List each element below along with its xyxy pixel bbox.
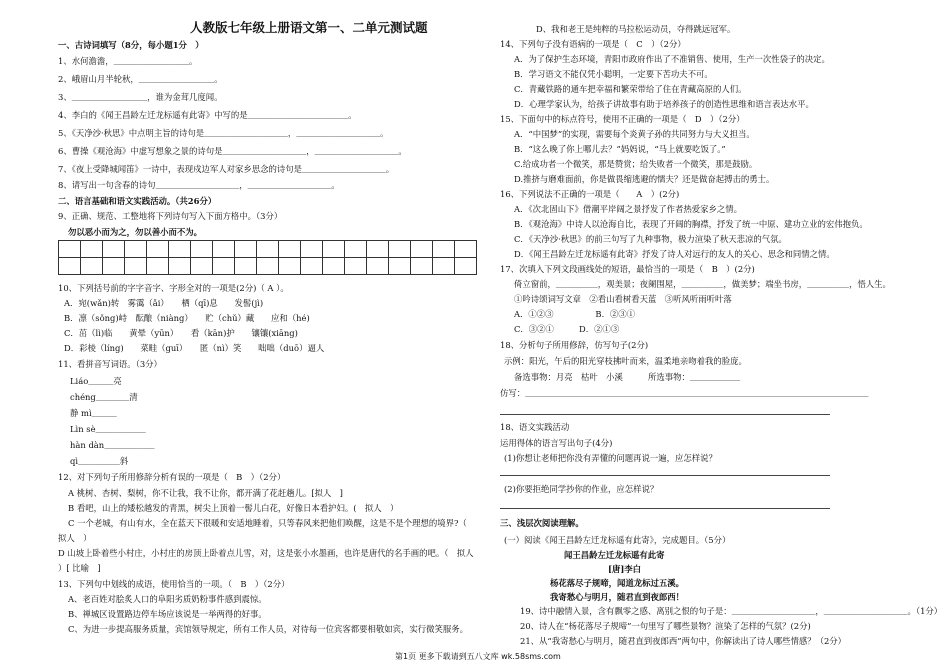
question-line: 7、《夜上受降城闻笛》一诗中，表现戍边军人对家乡思念的诗句是＿＿＿＿＿＿＿＿＿＿。 — [58, 164, 395, 174]
option-line: D．彩棱（líng) 菜畦（guī） 匿（nì）笑 咄咄（duō）逼人 — [64, 343, 325, 353]
question-line: 8、请写出一句含春的诗句＿＿＿＿＿＿＿＿＿＿，＿＿＿＿＿＿＿＿＿＿。 — [58, 180, 340, 190]
pinyin-item: chéng＿＿＿＿清 — [70, 392, 138, 402]
option-line: A．为了保护生态环境，青阳市政府作出了不准销售、使用，生产一次性袋子的决定。 — [514, 54, 830, 64]
section-heading: 三、浅层次阅读理解。 — [500, 518, 584, 528]
pinyin-item: 静 mì＿＿＿ — [70, 408, 117, 418]
pinyin-item: Lìn sè＿＿＿＿＿＿ — [70, 424, 146, 434]
question-line: (2)你要拒绝同学抄你的作业，应怎样说？ — [504, 484, 659, 494]
pinyin-item: hàn dàn＿＿＿＿＿＿ — [70, 440, 155, 450]
poem-title: 闻王昌龄左迁龙标遥有此寄 — [564, 550, 665, 560]
poem-author: [唐]李白 — [608, 564, 642, 574]
poem-line: 杨花落尽子规啼，闻道龙标过五溪。 — [550, 578, 684, 588]
option-line: A、老百姓对脍炙人口的阜阳劣质奶粉事件感到震惊。 — [68, 594, 267, 604]
option-line: B．“这么晚了你上哪儿去？”妈妈说，“马上就要吃饭了。” — [514, 144, 726, 154]
question-line: 18、分析句子所用修辞，仿写句子(2分) — [500, 340, 649, 350]
poem-line: 我寄愁心与明月，随君直到夜郎西！ — [550, 592, 684, 602]
option-line: C．《天净沙·秋思》的前三句写了九种事物，极力渲染了秋天悲凉的气氛。 — [514, 234, 787, 244]
question-line: 4、李白的《闻王昌龄左迁龙标遥有此寄》中写的是＿＿＿＿＿＿＿＿＿＿＿＿。 — [58, 110, 357, 120]
answer-line: 仿写：＿＿＿＿＿＿＿＿＿＿＿＿＿＿＿＿＿＿＿＿＿＿＿＿＿＿＿＿＿＿＿＿＿＿＿＿＿＿＿＿＿ — [500, 388, 869, 398]
question-line: 15、下面句中的标点符号，使用不正确的一项是（ D ）（2分） — [500, 114, 745, 124]
option-line: A．宛(wǎn)转 雾霭（ǎi） 栖（qī)息 发髻(jì) — [64, 298, 264, 308]
option-line: A．“中国梦”的实现，需要每个炎黄子孙的共同努力与大义担当。 — [514, 129, 755, 139]
question-line: 9、正确、规范、工整地将下列诗句写入下面方格中。（3分） — [58, 211, 283, 221]
option-line: ①吟诗颂词写文章 ②看山看树看天蓝 ③听风听雨听叶落 — [514, 294, 732, 304]
question-line: (一）阅读《闻王昌龄左迁龙标遥有此寄》，完成题目。（5分） — [504, 535, 731, 545]
page-footer: 第1页 更多下载请到五八文库 wk.58sms.com — [395, 652, 561, 661]
question-line: 14、下列句子没有语病的一项是（ C ）（2分） — [500, 39, 686, 49]
poem-to-copy: 勿以恶小而为之，勿以善小而不为。 — [68, 227, 202, 237]
option-line: C．青藏铁路的通车把幸福和繁荣带给了住在青藏高原的人们。 — [514, 84, 747, 94]
option-line: A．《次北固山下》借潮平岸阔之景抒发了作者热爱家乡之情。 — [514, 204, 742, 214]
question-line: 11、看拼音写词语。（3分） — [58, 359, 162, 369]
answer-rule — [500, 508, 830, 509]
section-heading: 二、语言基础和语文实践活动。（共26分） — [58, 196, 217, 206]
option-line: 拟人 ） — [58, 533, 92, 543]
question-line: 18、语文实践活动 — [500, 422, 570, 432]
pinyin-item: Liáo＿＿＿亮 — [70, 376, 122, 386]
question-line: 17、次填入下列文段画线处的短语，最恰当的一项是（ B ）(2分) — [500, 264, 755, 274]
question-line: 1、水何澹澹，＿＿＿＿＿＿＿＿＿。 — [58, 56, 198, 66]
option-line: D．《闻王昌龄左迁龙标遥有此寄》抒发了诗人对远行的友人的关心、思念和同情之情。 — [514, 249, 835, 259]
option-line: D．心理学家认为，给孩子讲故事有助于培养孩子的创造性思维和语言表达水平。 — [514, 99, 814, 109]
option-line: C、为进一步提高服务质量，宾馆领导规定，所有工作人员，对待每一位宾客都要相敬如宾，实行微笑服务。 — [68, 624, 469, 634]
question-line: (1)你想让老师把你没有弄懂的问题再说一遍，应怎样说？ — [504, 453, 717, 463]
option-line: C 一个老城，有山有水，全在蓝天下很暖和安适地睡着，只等春风来把他们唤醒，这是不是个理想的境界?（ — [68, 518, 467, 528]
example-line: 示例：阳光，午后的阳光穿枝拂叶而来，温柔地亲吻着我的脸庞。 — [504, 356, 747, 366]
option-line: D 山坡上卧着些小村庄，小村庄的房顶上卧着点儿雪，对，这是张小水墨画，也许是唐代的名手画的吧。（ 拟人 — [58, 548, 474, 558]
section-heading: 一、古诗词填写（8分，每小题1分 ） — [58, 40, 204, 50]
option-line: C．茁（lì)临 黄晕（yūn） 看（kān)护 镶镶(xiāng) — [64, 328, 298, 338]
option-line: A 桃树、杏树、梨树，你不让我，我不让你，都开满了花赶趟儿。[拟人 ] — [68, 488, 343, 498]
question-line: 10、下列括号前的字字音字、字形全对的一项是(2分)（ A ）。 — [58, 283, 289, 293]
question-line: 3、＿＿＿＿＿＿＿＿＿，谁为金茸几度闻。 — [58, 92, 223, 102]
page-title: 人教版七年级上册语文第一、二单元测试题 — [190, 20, 428, 35]
question-line: 2、峨眉山月半轮秋，＿＿＿＿＿＿＿＿＿。 — [58, 74, 223, 84]
question-line: 5、《天净沙·秋思》中点明主旨的诗句是＿＿＿＿＿＿＿＿＿＿，＿＿＿＿＿＿＿＿＿＿。 — [58, 128, 389, 138]
pinyin-item: qì＿＿＿＿＿斜 — [70, 456, 129, 466]
option-line: C.给成功者一个微笑，那是赞赏；给失败者一个微笑，那是鼓励。 — [514, 159, 758, 169]
question-line: 13、下列句中划线的成语，使用恰当的一项。（ B ）（2分） — [58, 579, 290, 589]
option-line: C．③②① D．②①③ — [514, 324, 620, 334]
answer-rule — [500, 414, 830, 415]
option-line: 倚立窗前，＿＿＿＿＿，观美景；夜阑围屋，＿＿＿＿＿，做美梦；端坐书房，＿＿＿＿＿，悟人生。 — [514, 279, 891, 289]
option-line: A．①②③ B．②③① — [514, 309, 636, 319]
option-line: ）[ 比喻 ] — [58, 563, 101, 573]
question-line: 16、下列说法不正确的一项是（ A ）(2分) — [500, 189, 680, 199]
option-line: 备选事物：月亮 枯叶 小溪 所选事物：＿＿＿＿＿＿ — [514, 372, 741, 382]
option-line: B．学习语文不能仅凭小聪明，一定要下苦功夫不可。 — [514, 69, 713, 79]
option-line: B、禅城区设置路边停车场应该说是一举两得的好事。 — [68, 609, 267, 619]
question-line: 20、诗人在“杨花落尽子规啼”一句里写了哪些景物？渲染了怎样的气氛？(2分) — [520, 621, 811, 631]
option-line: D.推挤与磨难面前，你是做畏缩逃避的懦夫？还是做奋起搏击的勇士。 — [514, 174, 775, 184]
question-line: 19、诗中融情入景，含有飘零之感、离别之恨的句子是：＿＿＿＿＿＿＿＿＿＿，＿＿＿＿＿＿＿＿＿＿。（1分） — [520, 606, 943, 616]
option-line: B．《观沧海》中诗人以沧海自比，表现了开阔的胸襟，抒发了统一中原、建功立业的宏伟抱负。 — [514, 219, 868, 229]
answer-rule — [500, 475, 830, 476]
question-line: 6、曹操《观沧海》中虚写想象之景的诗句是＿＿＿＿＿＿＿＿＿＿，＿＿＿＿＿＿＿＿＿＿。 — [58, 146, 407, 156]
question-line: 21、从“我寄愁心与明月，随君直到夜郎西”两句中，你解读出了诗人哪些情感？（2分） — [520, 636, 847, 646]
option-line: B．凛（sǒng)峙 酝酿（niàng） 贮（chǔ）藏 应和（hé) — [64, 313, 310, 323]
option-line: B 看吧，山上的矮松越发的青黑，树尖上顶着一髻儿白花，好像日本看护妇。( 拟人 ） — [68, 503, 399, 513]
question-line: 运用得体的语言写出句子(4分) — [500, 438, 613, 448]
option-line: D、我和老王是纯粹的马拉松运动员，夺得跳远冠军。 — [536, 24, 736, 34]
question-line: 12、对下列句子所用修辞分析有误的一项是（ B ）（2分） — [58, 472, 286, 482]
writing-grid — [58, 240, 477, 275]
